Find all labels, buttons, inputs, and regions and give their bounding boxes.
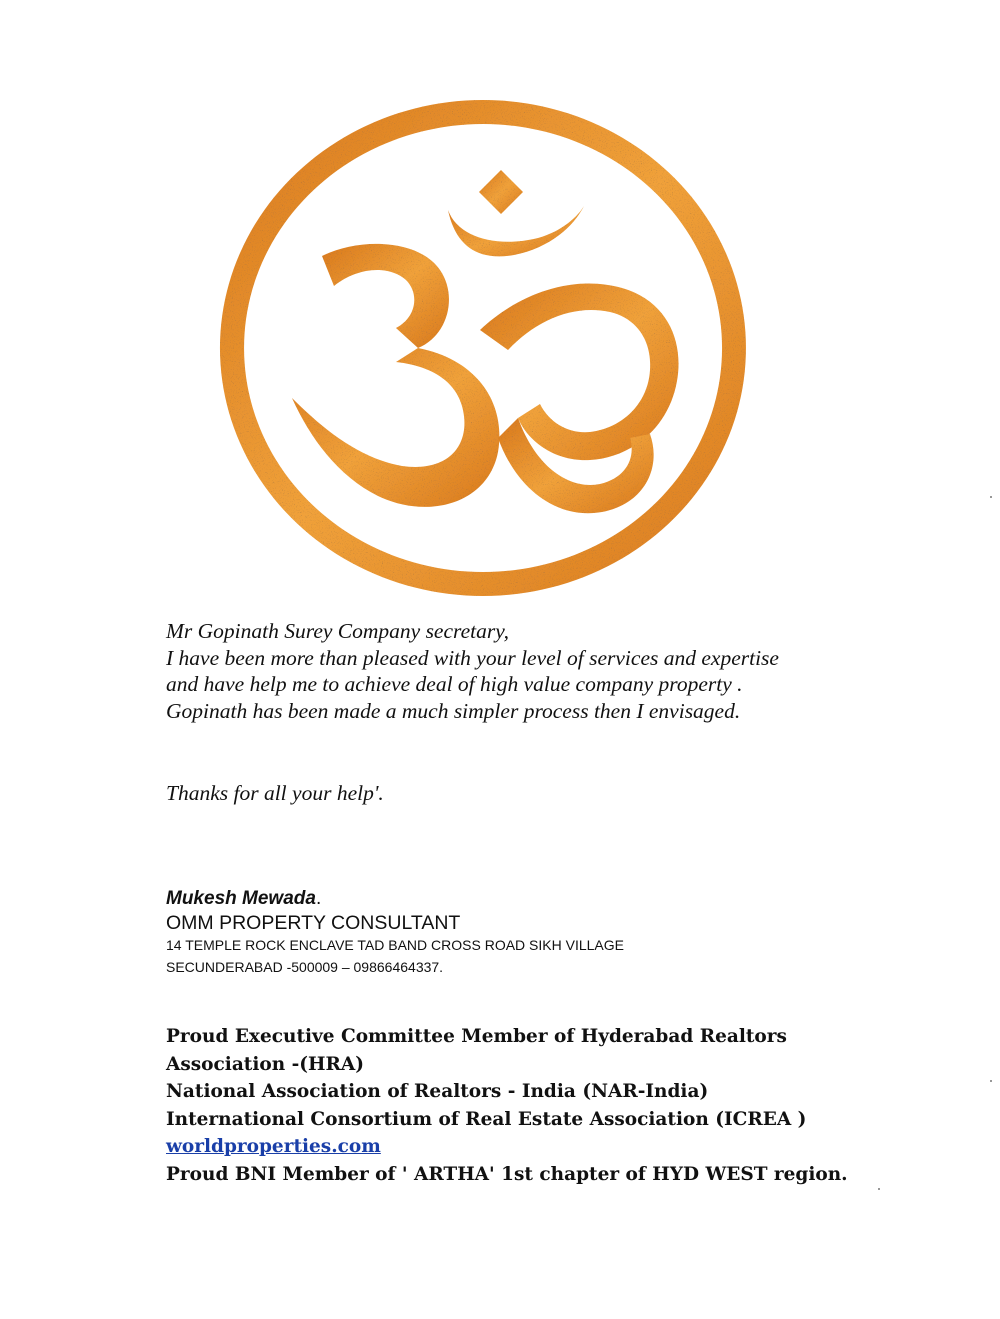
letter-line: Gopinath has been made a much simpler process then I envisaged. bbox=[166, 698, 741, 723]
membership-line: Association -(HRA) bbox=[166, 1053, 364, 1075]
website-link[interactable]: worldproperties.com bbox=[166, 1136, 381, 1157]
three-upper-shape bbox=[322, 244, 449, 348]
membership-line: Proud Executive Committee Member of Hyderabad Realtors bbox=[166, 1026, 787, 1047]
bindu-shape bbox=[479, 170, 523, 214]
company-name: OMM PROPERTY CONSULTANT bbox=[166, 912, 461, 934]
membership-line: National Association of Realtors - India (NAR-India) bbox=[166, 1081, 709, 1102]
letter-line: and have help me to achieve deal of high value company property . bbox=[166, 672, 743, 696]
address-line: 14 TEMPLE ROCK ENCLAVE TAD BAND CROSS ROAD SIKH VILLAGE bbox=[166, 937, 624, 953]
scan-speck bbox=[878, 1188, 880, 1190]
scan-speck bbox=[990, 1080, 992, 1082]
signature-block bbox=[166, 887, 866, 978]
signatory-name: Mukesh Mewada. bbox=[166, 888, 322, 909]
three-lower-shape bbox=[292, 348, 499, 507]
thanks-line: Thanks for all your help'. bbox=[166, 781, 384, 805]
salutation-line: Mr Gopinath Surey Company secretary, bbox=[166, 619, 509, 643]
memberships-block bbox=[166, 1023, 886, 1188]
letter-line: I have been more than pleased with your level of services and expertise bbox=[166, 645, 779, 670]
om-symbol-logo bbox=[218, 98, 748, 598]
scan-speck bbox=[990, 496, 992, 498]
letter-body bbox=[166, 618, 866, 807]
address-line: SECUNDERABAD -500009 – 09866464337. bbox=[166, 959, 444, 975]
crescent-shape bbox=[448, 206, 584, 256]
membership-line: Proud BNI Member of ' ARTHA' 1st chapter of HYD WEST region. bbox=[166, 1163, 848, 1185]
membership-line: International Consortium of Real Estate Association (ICREA ) bbox=[166, 1108, 807, 1130]
